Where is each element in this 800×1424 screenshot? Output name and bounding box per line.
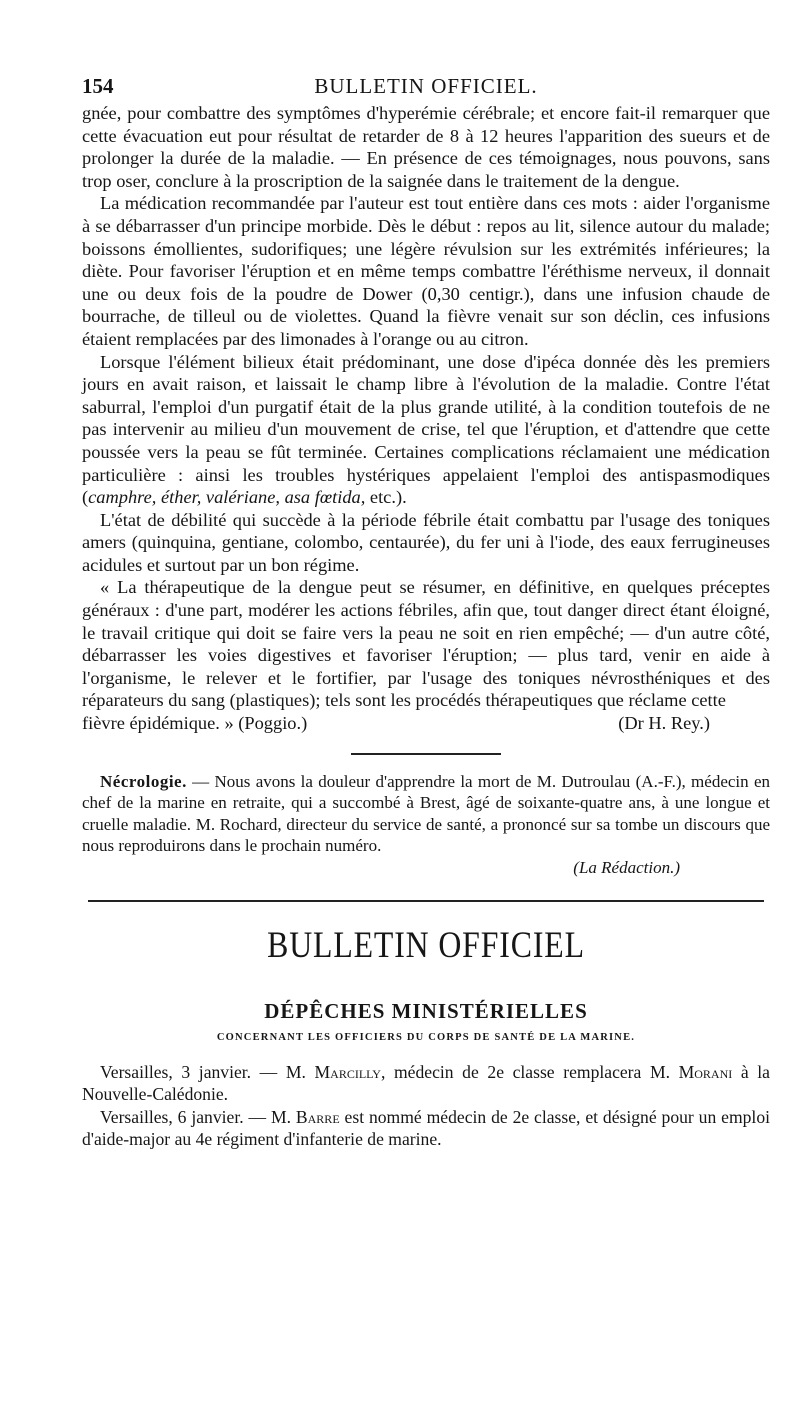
paragraph-5-end: fièvre épidémique. » (Poggio.) (82, 713, 308, 734)
author-signature: (Dr H. Rey.) (618, 713, 710, 734)
paragraph-1: gnée, pour combattre des symptômes d'hyperémie cérébrale; et encore fait-il remarquer que cette évacuation eut pour résultat de retarder de 8 à 12 heures l'apparition des sueurs et de prolonger la durée de la maladie. — En présence de ces témoignages, nous pouvons, sans trop oser, conclure à la proscription de la saignée dans le traitement de la dengue. (82, 103, 770, 191)
officer-name-2: Morani (678, 1062, 733, 1083)
bulletin-title: BULLETIN OFFICIEL (267, 925, 585, 967)
officer-name: Barre (295, 1106, 340, 1127)
paragraph-3-text: Lorsque l'élément bilieux était prédominant, une dose d'ipéca donnée dès les premiers jours en avait raison, et laissait le champ libre à l'évolution de la maladie. Contre l'état saburral, l'emploi d'un purgatif était de la plus grande utilité, à la condition toutefois de ne pas intervenir au milieu d'un mouvement de crise, tel que l'éruption, et d'attendre que cette poussée vers la peau se fût terminée. Certaines complications réclamaient une médication particulière : ainsi les troubles hystériques appelaient l'emploi des antispasmodiques ( (82, 351, 770, 508)
bulletin-subtitle: DÉPÊCHES MINISTÉRIELLES (264, 999, 588, 1024)
paragraph-3 (82, 351, 770, 509)
necrology-signature: (La Rédaction.) (573, 857, 680, 877)
dispatch-text: , médecin de 2e classe remplacera M. (380, 1062, 679, 1083)
dispatch-entry (82, 1061, 770, 1106)
dispatch-entry (82, 1106, 770, 1151)
paragraph-3-end: etc.). (365, 487, 407, 508)
dispatch-date: Versailles, 6 janvier. — M. (100, 1106, 296, 1127)
necrology-text: — Nous avons la douleur d'apprendre la mort de M. Dutroulau (A.-F.), médecin en chef de la marine en retraite, qui a succombé à Brest, âgé de soixante-quatre ans, à une longue et cruelle maladie. M. Rochard, directeur du service de santé, a prononcé sur sa tombe un discours que nous reproduirons dans le prochain numéro. (82, 771, 770, 856)
page (82, 70, 770, 1150)
paragraph-4: L'état de débilité qui succède à la période fébrile était combattu par l'usage des toniques amers (quinquina, gentiane, colombo, centaurée), du fer uni à l'iode, des eaux ferrugineuses acidules et surtout par un bon régime. (82, 509, 770, 575)
paragraph-2: La médication recommandée par l'auteur est tout entière dans ces mots : aider l'organisme à se débarrasser d'un principe morbide. Dès le début : repos au lit, silence autour du malade; boissons émollientes, sudorifiques; une légère révulsion sur les extrémités inférieures; la diète. Pour favoriser l'éruption et en même temps combattre l'éréthisme nerveux, il donnait une ou deux fois de la poudre de Dower (0,30 centigr.), dans une infusion chaude de bourrache, de tilleul ou de violettes. Quand la fièvre venait sur son déclin, ces infusions étaient remplacées par des limonades à l'orange ou au citron. (82, 193, 770, 349)
running-head (82, 70, 770, 102)
paragraph-5: « La thérapeutique de la dengue peut se résumer, en définitive, en quelques préceptes généraux : d'une part, modérer les actions fébriles, afin que, tout danger direct étant éloigné, le travail critique qui doit se faire vers la peau ne soit en rien empêché; — d'un autre côté, débarrasser les voies digestives et favoriser l'éruption; — plus tard, venir en aide à l'organisme, le relever et le fortifier, par l'usage des toniques névrosthéniques et des réparateurs du sang (plastiques); tels sont les procédés thérapeutiques que réclame cette (82, 577, 770, 711)
necrology-label: Nécrologie. (100, 771, 187, 791)
necrology-signature-row (82, 857, 770, 879)
necrology-paragraph (82, 771, 770, 857)
paragraph-3-italic: camphre, éther, valériane, asa fœtida, (88, 487, 366, 508)
divider-long (88, 900, 764, 902)
page-number: 154 (82, 74, 114, 98)
bulletin-subsubtitle: CONCERNANT LES OFFICIERS DU CORPS DE SANTÉ DE LA MARINE. (216, 1032, 636, 1044)
dispatch-text-2: à la Nouvelle-Calédonie. (82, 1062, 770, 1105)
closing-line (82, 712, 770, 735)
divider-short (351, 753, 501, 755)
running-title: BULLETIN OFFICIEL. (314, 74, 538, 98)
officer-name: Marcilly (314, 1062, 381, 1083)
dispatch-text: est nommé médecin de 2e classe, et désigné pour un emploi d'aide-major au 4e régiment d'infanterie de marine. (82, 1106, 771, 1150)
dispatch-date: Versailles, 3 janvier. — M. (100, 1062, 315, 1083)
